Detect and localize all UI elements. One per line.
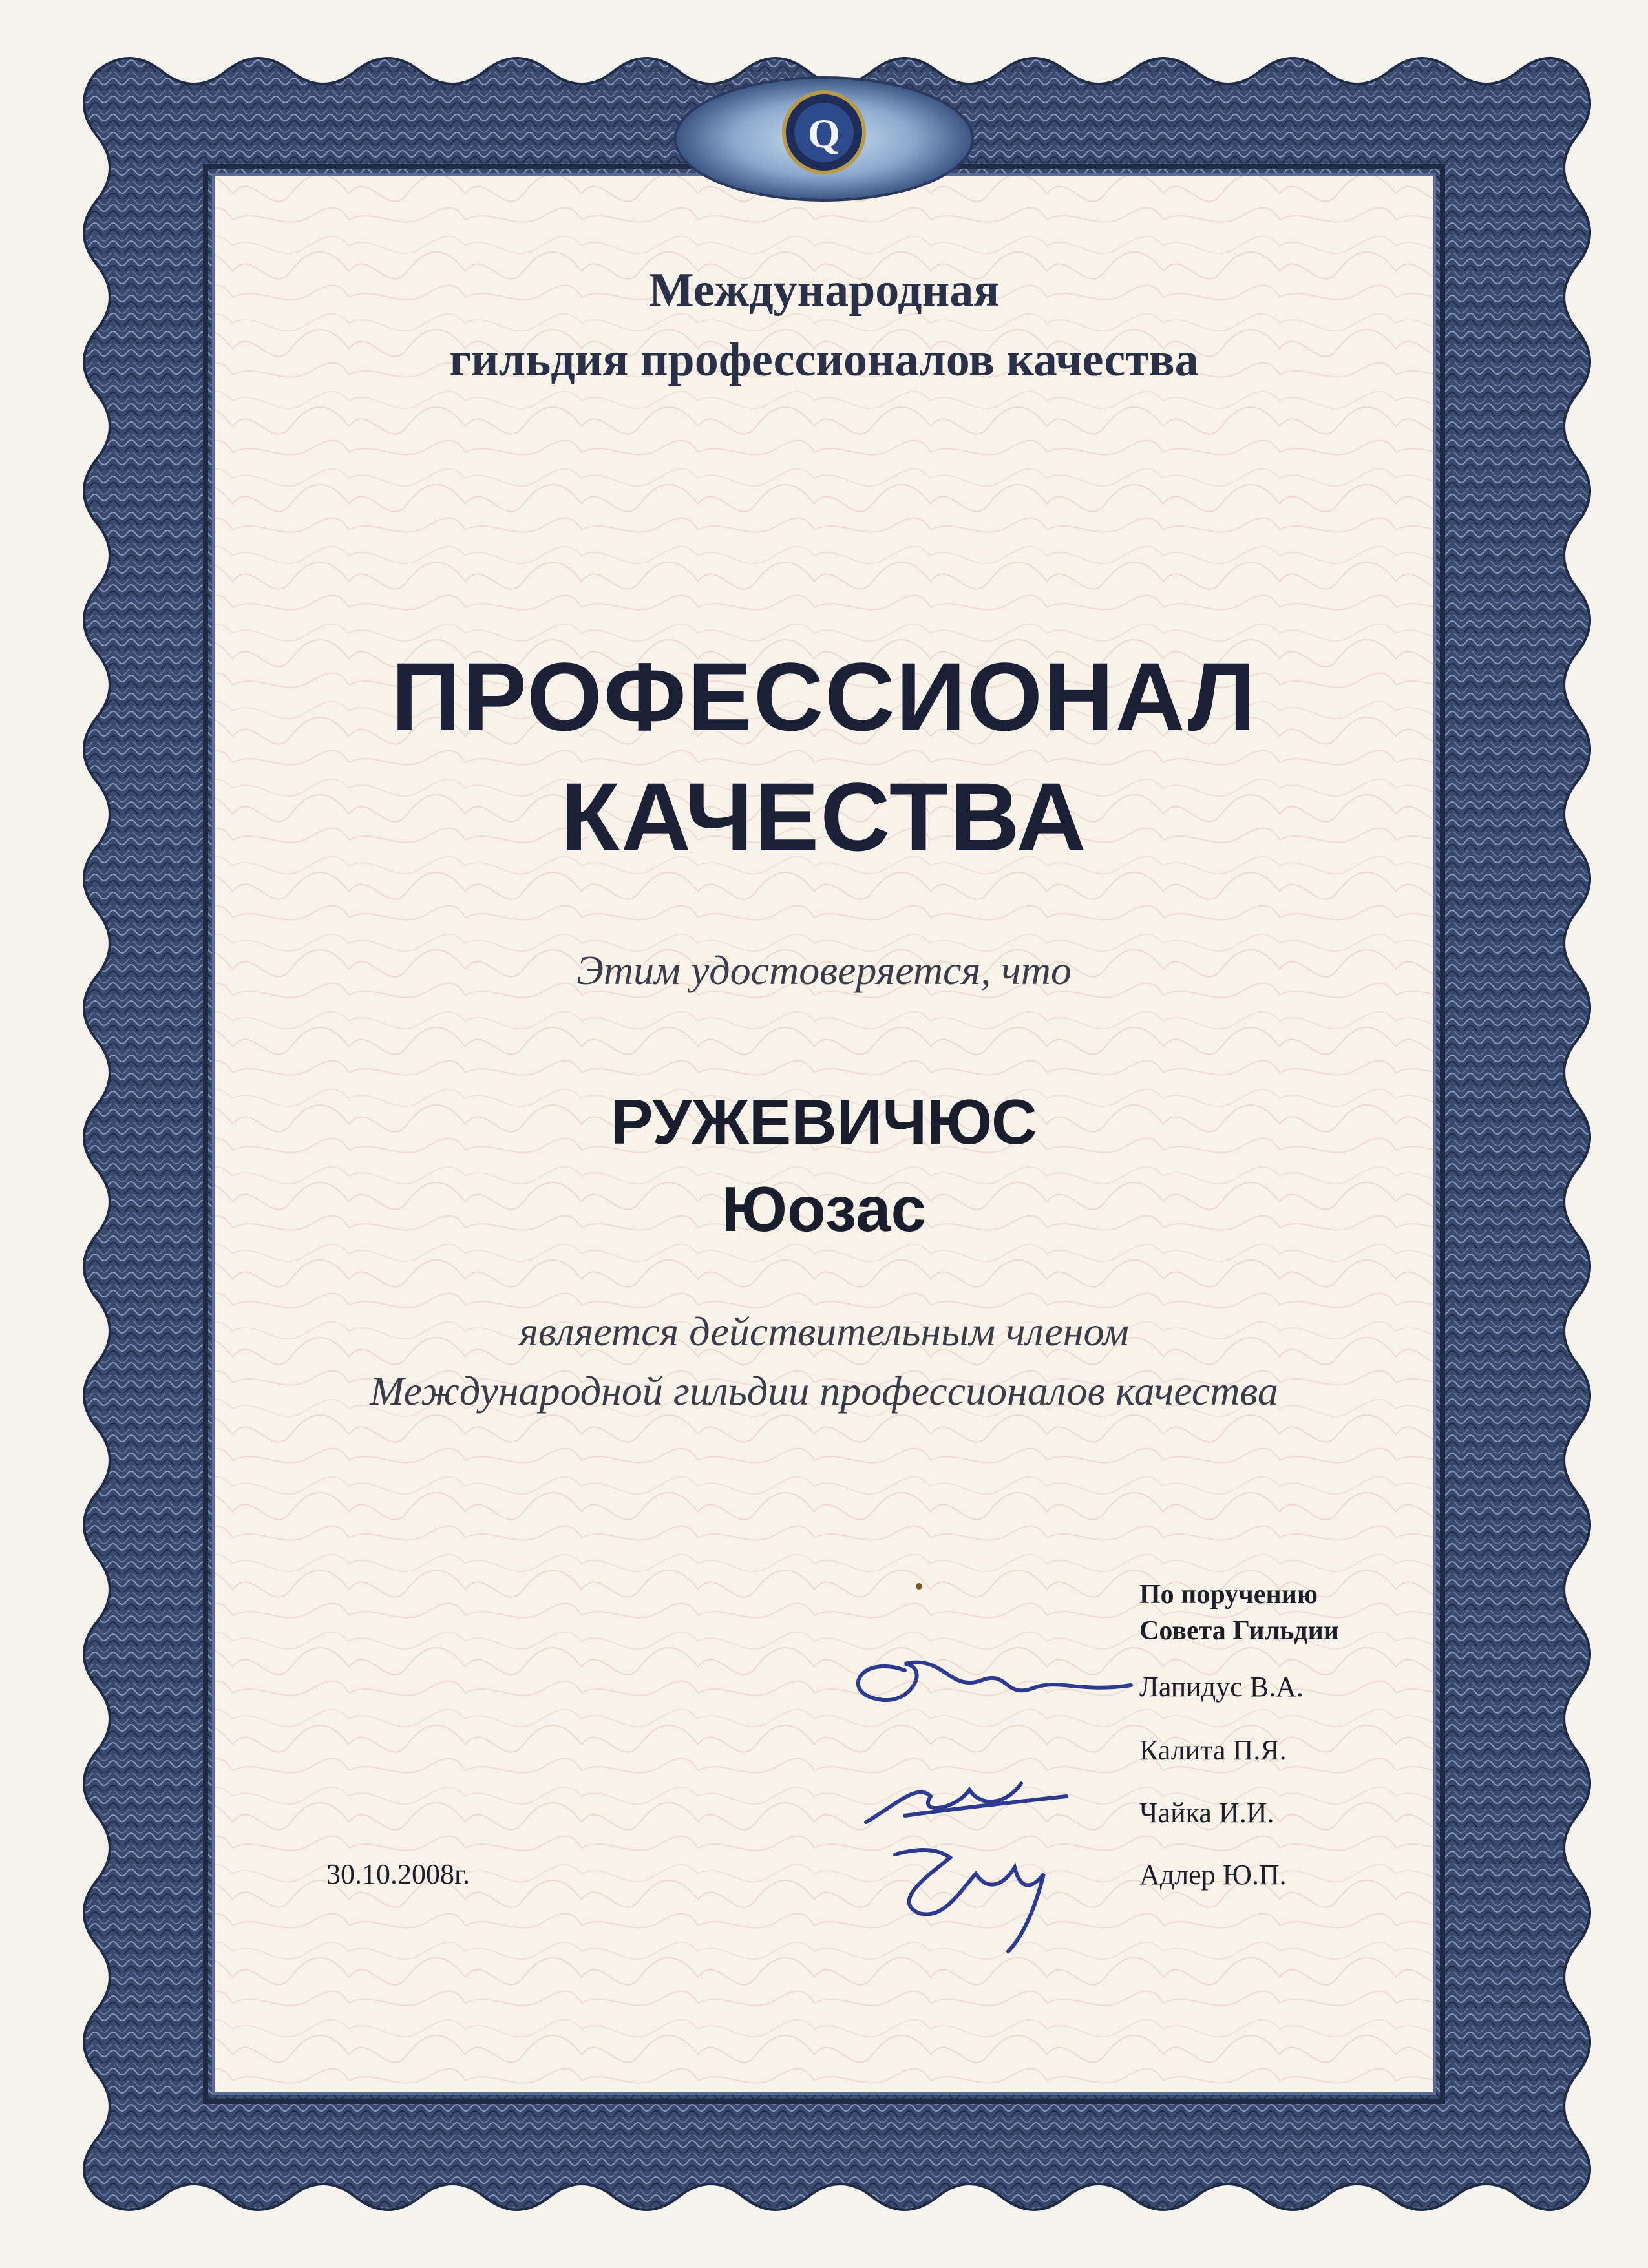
issue-date: 30.10.2008г. [326,1858,470,1890]
recipient-first-name: Юозас [721,1173,927,1244]
council-order-line1: По поручению [1139,1580,1318,1610]
council-order-line2: Совета Гильдии [1139,1616,1339,1646]
membership-statement [0,1302,1648,1421]
signatory-name: Адлер Ю.П. [1139,1859,1287,1891]
guild-title [0,255,1648,395]
svg-text:Q: Q [808,110,840,156]
membership-line1: является действительным членом [519,1308,1129,1354]
membership-line2: Международной гильдии профессионалов качества [370,1368,1278,1414]
signatory-name: Калита П.Я. [1139,1734,1287,1766]
recipient-surname: РУЖЕВИЧЮС [611,1086,1037,1157]
guild-title-line2: гильдия профессионалов качества [449,333,1199,386]
emblem [675,78,973,200]
council-order [1139,1577,1339,1649]
certifies-text: Этим удостоверяется, что [576,947,1072,993]
certificate-title [0,636,1648,877]
guild-title-line1: Международная [648,264,1000,317]
signatory-name: Лапидус В.А. [1139,1671,1304,1703]
signatory-name: Чайка И.И. [1139,1797,1274,1829]
certificate-title-line2: КАЧЕСТВА [560,762,1088,871]
certificate-title-line1: ПРОФЕССИОНАЛ [391,642,1257,751]
